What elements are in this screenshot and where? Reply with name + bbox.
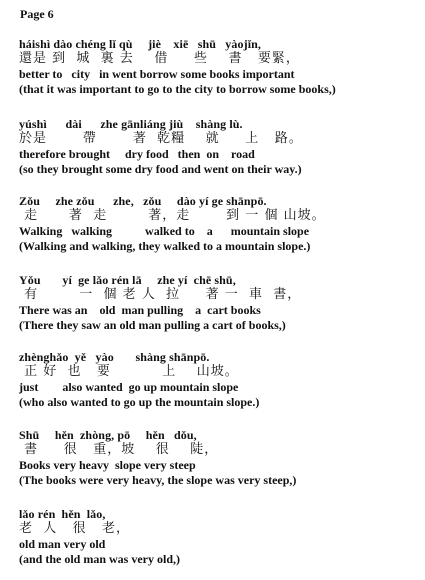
stanza-1 [19,37,419,97]
translation-line: (The books were very heavy, the slope was very steep,) [19,473,297,487]
gloss-line: Walking walking walked to a mountain slope [19,224,310,238]
translation-line: (who also wanted to go up the mountain slope.) [19,395,260,409]
stanza-6 [19,428,419,488]
pinyin-line: Shū hěn zhòng, pō hěn dǒu, [19,428,197,442]
pinyin-line: Yǒu yí ge lǎo rén lā zhe yí chē shū, [19,273,236,287]
translation-line: (that it was important to go to the city to borrow some books,) [19,82,336,96]
translation-line: (There they saw an old man pulling a cart of books,) [19,318,286,332]
hanzi-line: 還是 到 城 裏 去 借 些 書 要緊， [19,51,300,66]
translation-line: (Walking and walking, they walked to a mountain slope.) [19,239,311,253]
stanza-2 [19,117,419,177]
gloss-line: therefore brought dry food then on road [19,147,255,161]
hanzi-line: 老 人 很 老， [19,521,131,536]
gloss-line: just also wanted go up mountain slope [19,380,239,394]
stanza-7 [19,507,419,567]
gloss-line: There was an old man pulling a cart books [19,303,261,317]
gloss-line: Books very heavy slope very steep [19,458,196,472]
page-number: Page 6 [20,7,54,21]
pinyin-line: zhènghǎo yě yào shàng shānpō. [19,350,210,364]
translation-line: (and the old man was very old,) [19,552,181,566]
pinyin-line: háishì dào chéng lǐ qù jiè xiē shū yàojǐn, [19,37,262,51]
hanzi-line: 於是 帶 著 乾糧 就 上 路。 [19,131,303,146]
stanza-4 [19,273,419,333]
hanzi-line: 有 一 個 老 人 拉 著 一 車 書， [19,287,302,302]
stanza-3 [19,194,419,254]
hanzi-line: 正 好 也 要 上 山坡。 [19,364,239,379]
pinyin-line: lǎo rén hěn lǎo, [19,507,106,521]
pinyin-line: yúshì dài zhe gānliáng jiù shàng lù. [19,117,243,131]
stanza-5 [19,350,419,410]
hanzi-line: 書 很 重，坡 很 陡， [19,442,219,457]
gloss-line: old man very old [19,537,106,551]
gloss-line: better to city in went borrow some books important [19,67,295,81]
pinyin-line: Zǒu zhe zǒu zhe, zǒu dào yí ge shānpō. [19,194,267,208]
translation-line: (so they brought some dry food and went on their way.) [19,162,302,176]
hanzi-line: 走 著 走 著，走 到 一 個 山坡。 [19,208,326,223]
